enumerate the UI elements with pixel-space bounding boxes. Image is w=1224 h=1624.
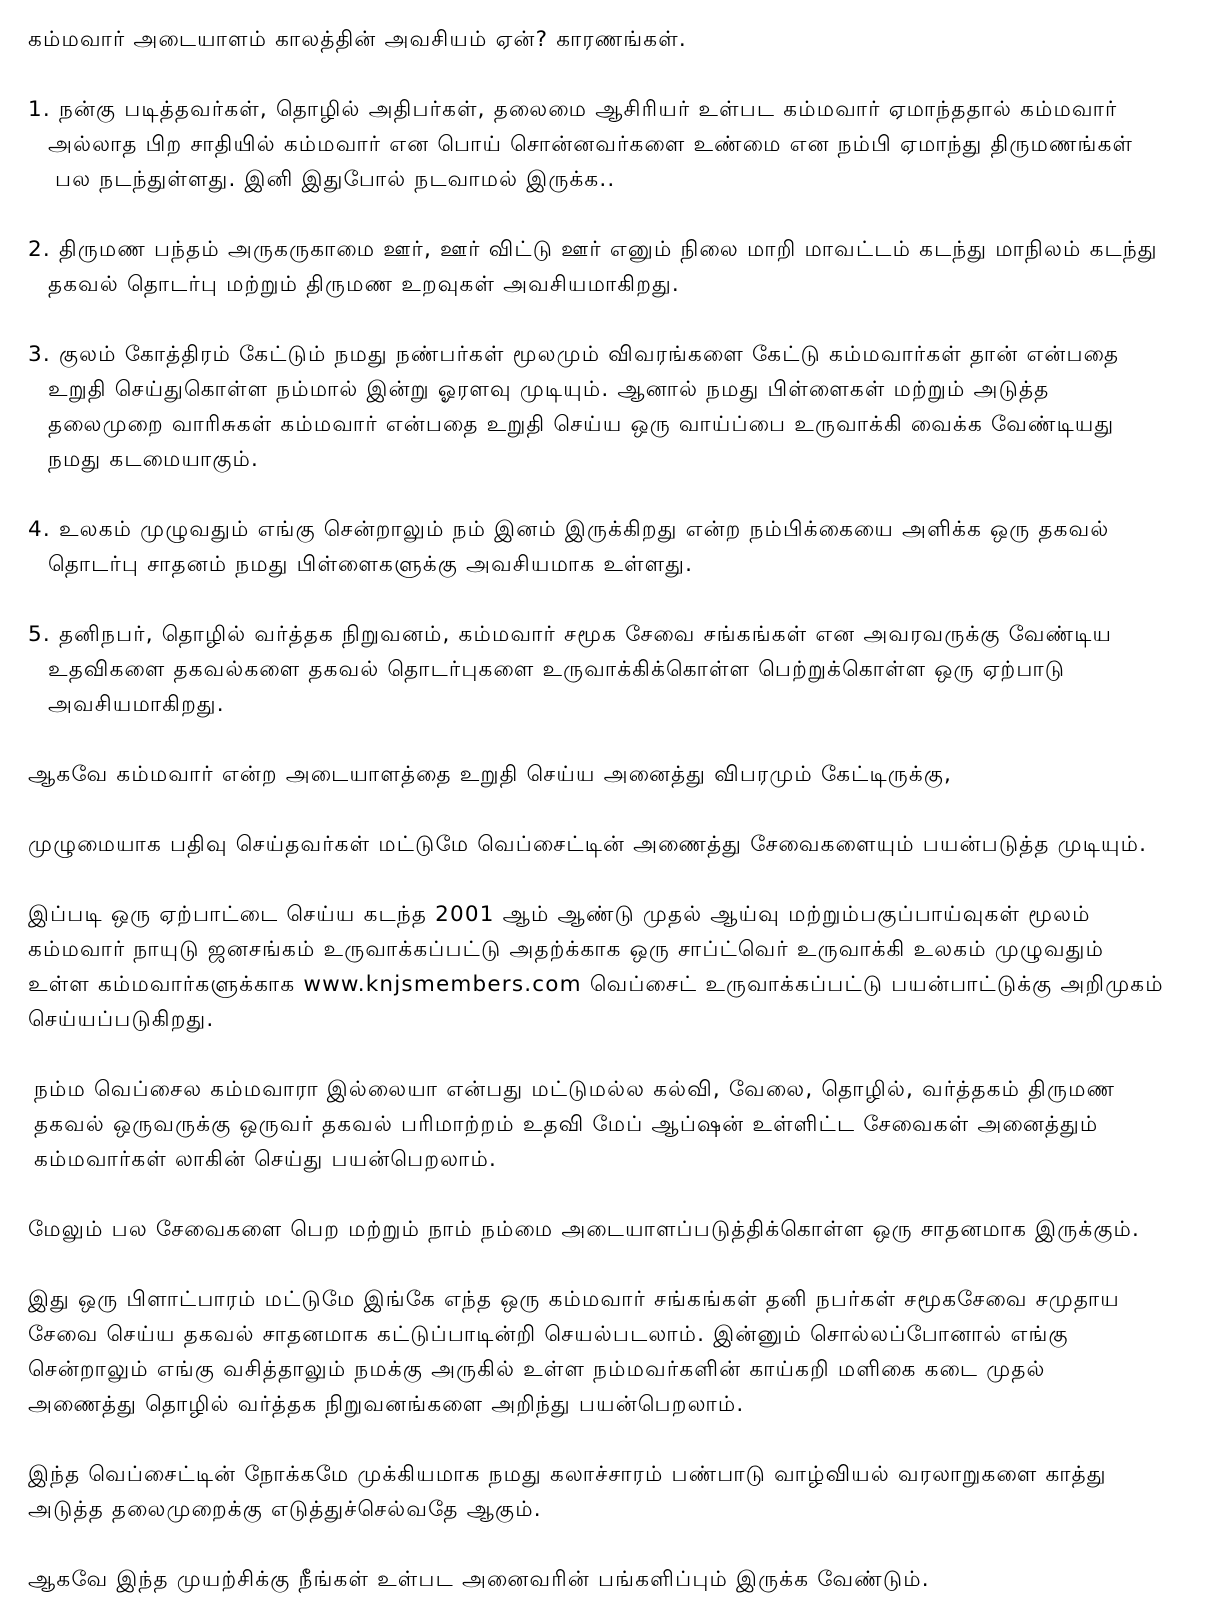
paragraph-purpose-line-2: அடுத்த தலைமுறைக்கு எடுத்துச்செல்வதே ஆகும். [28, 1497, 542, 1522]
paragraph-services-line-2: தகவல் ஒருவருக்கு ஒருவர் தகவல் பரிமாற்றம் உதவி மேப் ஆப்ஷன் உள்ளிட்ட சேவைகள் அனைத்தும் [34, 1112, 1099, 1137]
paragraph-services-line-3: கம்மவார்கள் லாகின் செய்து பயன்பெறலாம். [34, 1147, 497, 1172]
reason-3-line-4: நமது கடமையாகும். [48, 447, 260, 472]
reason-1-line-3: பல நடந்துள்ளது. இனி இதுபோல் நடவாமல் இருக்க.. [55, 167, 616, 192]
reason-3-line-2: உறுதி செய்துகொள்ள நம்மால் இன்று ஓரளவு முடியும். ஆனால் நமது பிள்ளைகள் மற்றும் அடுத்த [48, 377, 1050, 402]
paragraph-platform-line-3: சென்றாலும் எங்கு வசித்தாலும் நமக்கு அருகில் உள்ள நம்மவர்களின் காய்கறி மளிகை கடை முதல் [28, 1357, 1046, 1382]
paragraph-platform-line-1: இது ஒரு பிளாட்பாரம் மட்டுமே இங்கே எந்த ஒரு கம்மவார் சங்கங்கள் தனி நபர்கள் சமூகசேவை சமுதாய [28, 1287, 1120, 1312]
paragraph-purpose-line-1: இந்த வெப்சைட்டின் நோக்கமே முக்கியமாக நமது கலாச்சாரம் பண்பாடு வாழ்வியல் வரலாறுகளை காத்து [28, 1462, 1107, 1487]
reason-1-line-2: அல்லாத பிற சாதியில் கம்மவார் என பொய் சொன்னவர்களை உண்மை என நம்பி ஏமாந்து திருமணங்கள் [48, 132, 1134, 157]
reason-3-line-3: தலைமுறை வாரிசுகள் கம்மவார் என்பதை உறுதி செய்ய ஒரு வாய்ப்பை உருவாக்கி வைக்க வேண்டியது [48, 412, 1115, 437]
reason-1-line-1: 1. நன்கு படித்தவர்கள், தொழில் அதிபர்கள், தலைமை ஆசிரியர் உள்பட கம்மவார் ஏமாந்ததால் கம்மவார் [28, 97, 1118, 122]
paragraph-history-line-4: செய்யப்படுகிறது. [28, 1007, 215, 1032]
reason-5-line-1: 5. தனிநபர், தொழில் வர்த்தக நிறுவனம், கம்மவார் சமூக சேவை சங்கங்கள் என அவரவருக்கு வேண்டிய [28, 622, 1113, 647]
paragraph-more-services: மேலும் பல சேவைகளை பெற மற்றும் நாம் நம்மை அடையாளப்படுத்திக்கொள்ள ஒரு சாதனமாக இருக்கும். [28, 1217, 1141, 1242]
paragraph-history-line-1: இப்படி ஒரு ஏற்பாட்டை செய்ய கடந்த 2001 ஆம் ஆண்டு முதல் ஆய்வு மற்றும்பகுப்பாய்வுகள் மூலம் [28, 902, 1091, 927]
paragraph-history-line-2: கம்மவார் நாயுடு ஜனசங்கம் உருவாக்கப்பட்டு அதற்க்காக ஒரு சாப்ட்வெர் உருவாக்கி உலகம் முழுவதும் [28, 937, 1105, 962]
reason-2-line-1: 2. திருமண பந்தம் அருகருகாமை ஊர், ஊர் விட்டு ஊர் எனும் நிலை மாறி மாவட்டம் கடந்து மாநிலம் கடந்து [28, 237, 1158, 262]
reason-5-line-3: அவசியமாகிறது. [48, 692, 225, 717]
paragraph-history-line-3: உள்ள கம்மவார்களுக்காக www.knjsmembers.com வெப்சைட் உருவாக்கப்பட்டு பயன்பாட்டுக்கு அறிமுகம் [28, 972, 1164, 997]
reason-4-line-2: தொடர்பு சாதனம் நமது பிள்ளைகளுக்கு அவசியமாக உள்ளது. [48, 552, 694, 577]
paragraph-platform-line-2: சேவை செய்ய தகவல் சாதனமாக கட்டுப்பாடின்றி செயல்படலாம். இன்னும் சொல்லப்போனால் எங்கு [28, 1322, 1069, 1347]
paragraph-identity: ஆகவே கம்மவார் என்ற அடையாளத்தை உறுதி செய்ய அனைத்து விபரமும் கேட்டிருக்கு, [28, 762, 953, 787]
reason-3-line-1: 3. குலம் கோத்திரம் கேட்டும் நமது நண்பர்கள் மூலமும் விவரங்களை கேட்டு கம்மவார்கள் தான் என்பதை [28, 342, 1120, 367]
reason-5-line-2: உதவிகளை தகவல்களை தகவல் தொடர்புகளை உருவாக்கிக்கொள்ள பெற்றுக்கொள்ள ஒரு ஏற்பாடு [48, 657, 1066, 682]
reason-4-line-1: 4. உலகம் முழுவதும் எங்கு சென்றாலும் நம் இனம் இருக்கிறது என்ற நம்பிக்கையை அளிக்க ஒரு தகவல் [28, 517, 1110, 542]
paragraph-services-line-1: நம்ம வெப்சைல கம்மவாரா இல்லையா என்பது மட்டுமல்ல கல்வி, வேலை, தொழில், வர்த்தகம் திருமண [34, 1077, 1116, 1102]
paragraph-registered-users: முழுமையாக பதிவு செய்தவர்கள் மட்டுமே வெப்சைட்டின் அணைத்து சேவைகளையும் பயன்படுத்த முடியும். [28, 832, 1148, 857]
paragraph-platform-line-4: அணைத்து தொழில் வர்த்தக நிறுவனங்களை அறிந்து பயன்பெறலாம். [28, 1392, 745, 1417]
reason-2-line-2: தகவல் தொடர்பு மற்றும் திருமண உறவுகள் அவசியமாகிறது. [48, 272, 680, 297]
page-title: கம்மவார் அடையாளம் காலத்தின் அவசியம் ஏன்? காரணங்கள். [28, 27, 687, 52]
paragraph-closing: ஆகவே இந்த முயற்சிக்கு நீங்கள் உள்பட அனைவரின் பங்களிப்பும் இருக்க வேண்டும். [28, 1567, 930, 1592]
